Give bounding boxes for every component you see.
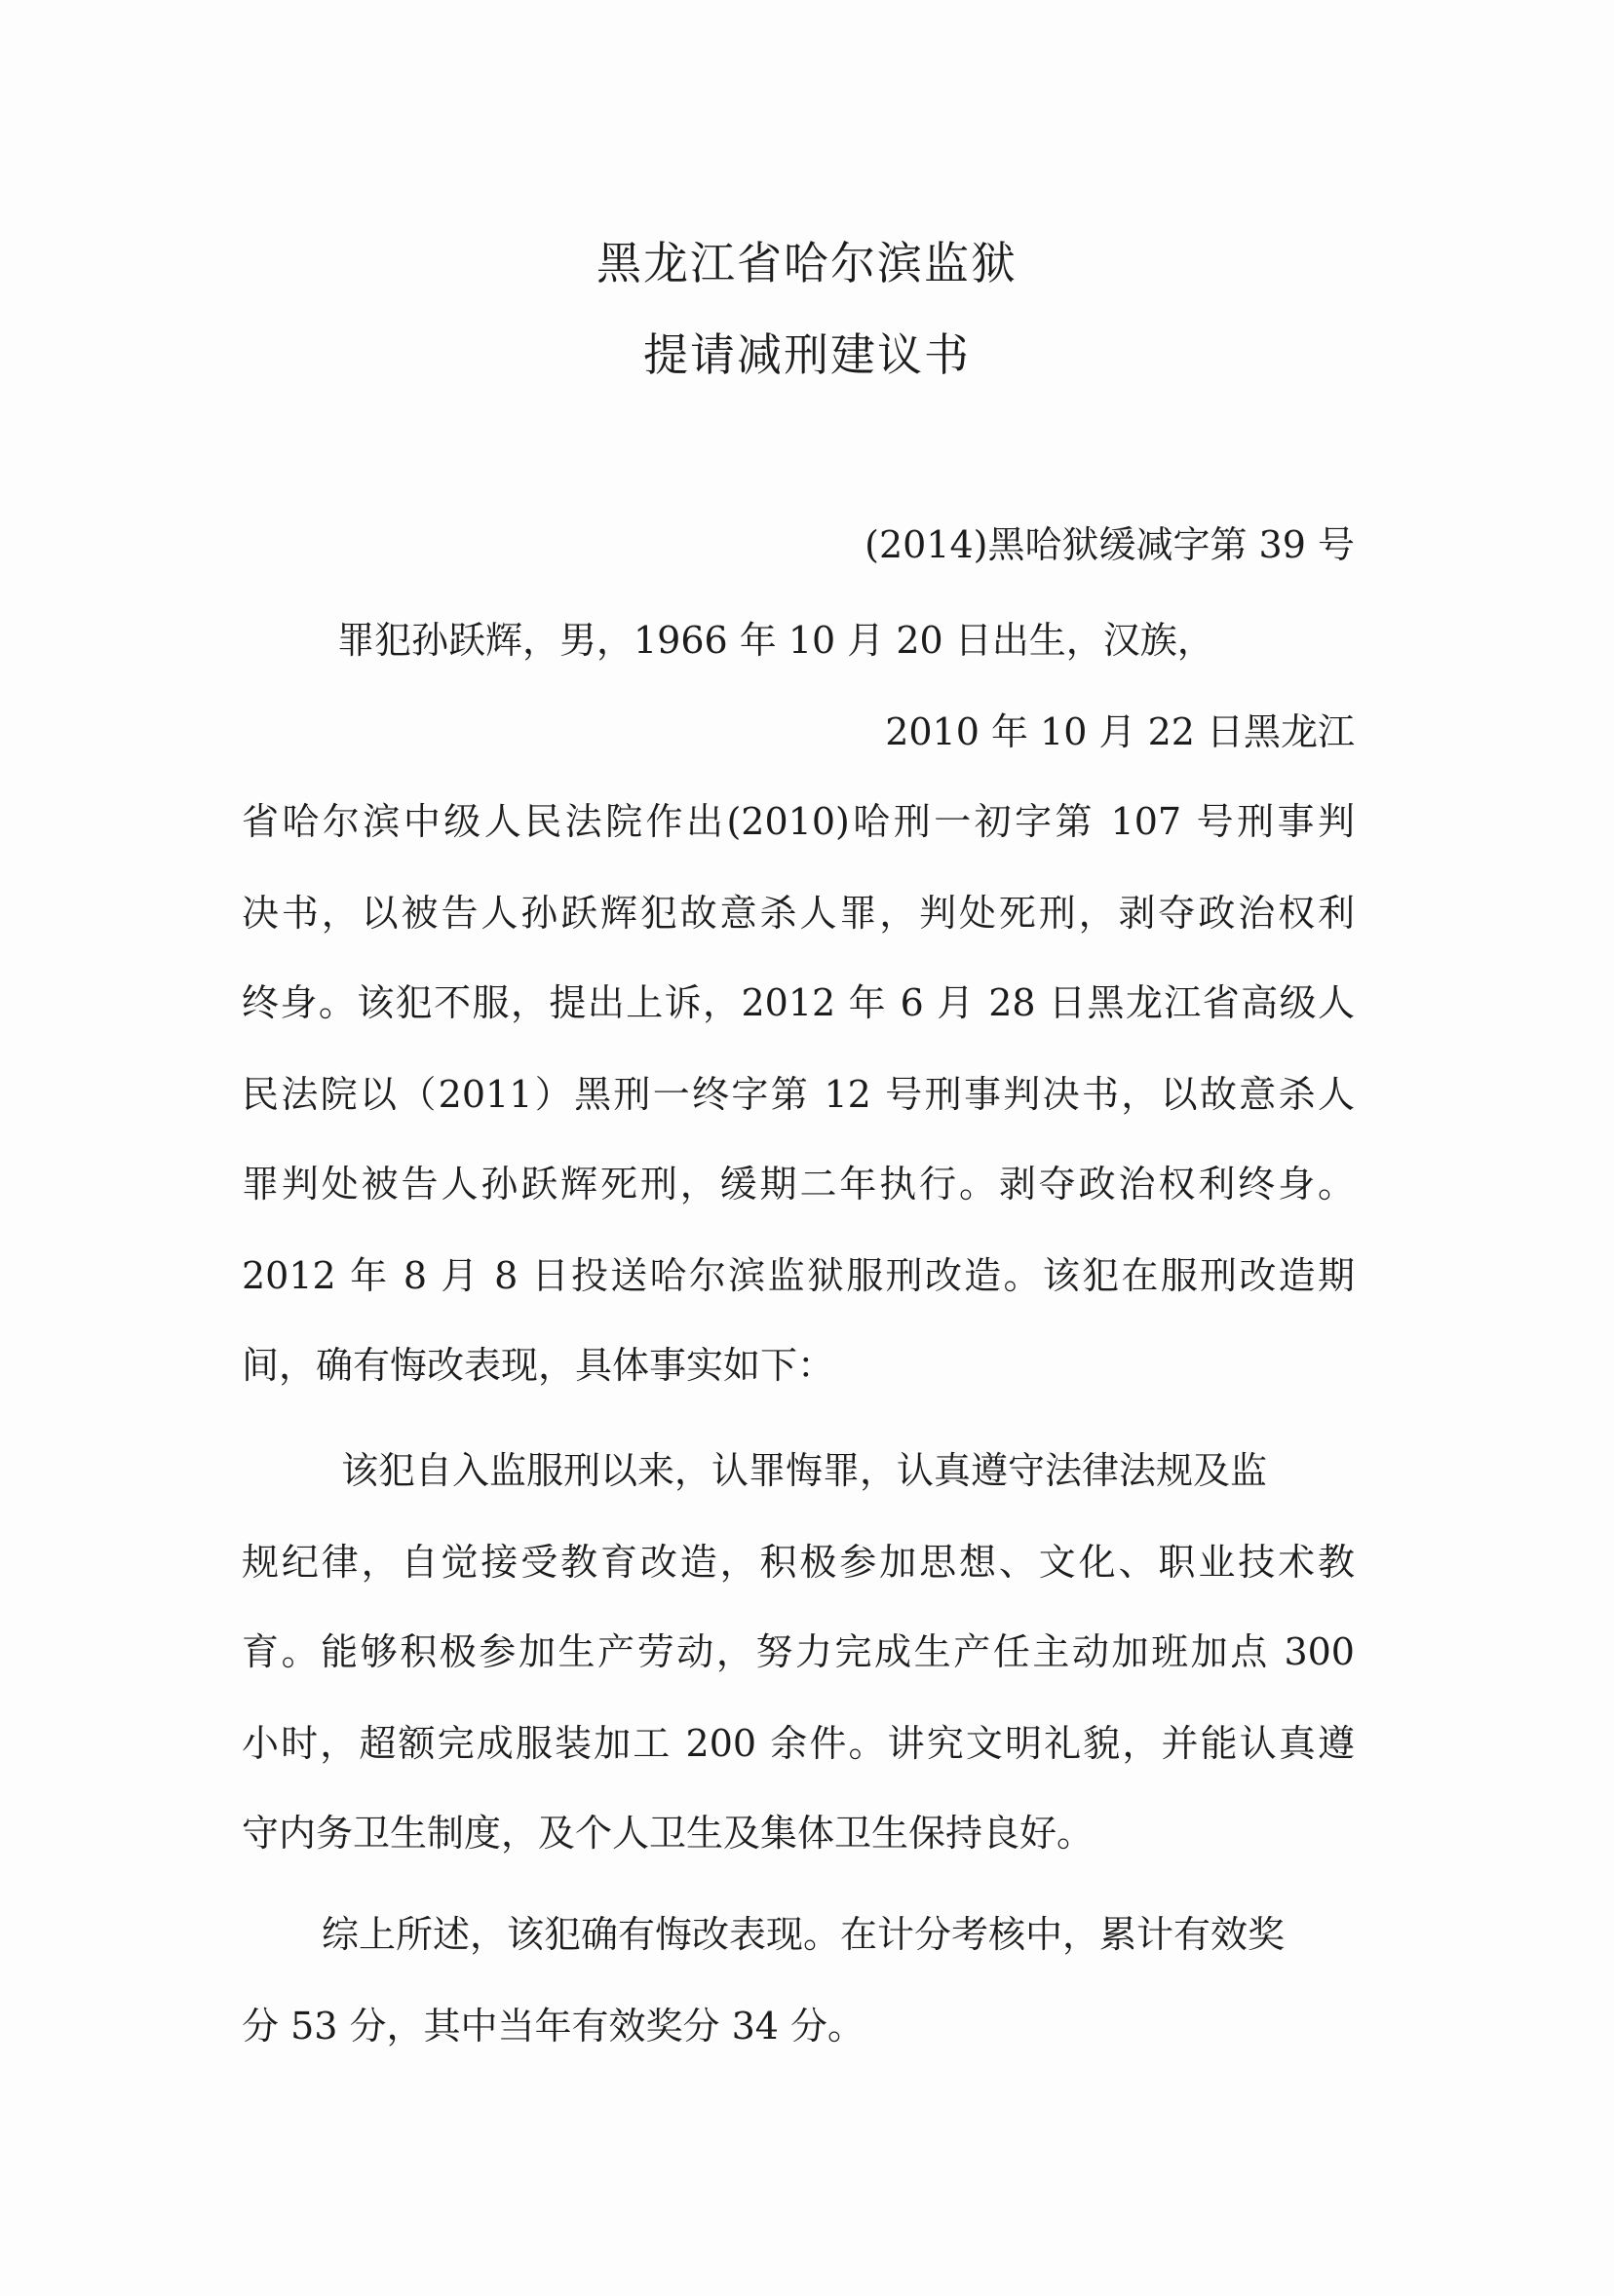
body-line: 罪犯孙跃辉，男，1966 年 10 月 20 日出生，汉族， <box>337 619 1214 662</box>
document-number: (2014)黑哈狱缓减字第 39 号 <box>865 523 1355 566</box>
body-line: 省哈尔滨中级人民法院作出(2010)哈刑一初字第 107 号刑事判 <box>242 800 1355 843</box>
body-line: 终身。该犯不服，提出上诉，2012 年 6 月 28 日黑龙江省高级人 <box>242 981 1355 1024</box>
body-line: 守内务卫生制度，及个人卫生及集体卫生保持良好。 <box>242 1812 1095 1855</box>
body-line: 综上所述，该犯确有悔改表现。在计分考核中，累计有效奖 <box>322 1913 1286 1956</box>
body-line: 间，确有悔改表现，具体事实如下： <box>242 1344 835 1387</box>
body-line: 规纪律，自觉接受教育改造，积极参加思想、文化、职业技术教 <box>242 1541 1355 1584</box>
body-line: 育。能够积极参加生产劳动，努力完成生产任主动加班加点 300 <box>242 1630 1355 1673</box>
body-line: 罪判处被告人孙跃辉死刑，缓期二年执行。剥夺政治权利终身。 <box>242 1163 1355 1205</box>
body-line: 决书，以被告人孙跃辉犯故意杀人罪，判处死刑，剥夺政治权利 <box>242 892 1355 935</box>
body-line: 该犯自入监服刑以来，认罪悔罪，认真遵守法律法规及监 <box>341 1449 1268 1492</box>
body-line: 2012 年 8 月 8 日投送哈尔滨监狱服刑改造。该犯在服刑改造期 <box>242 1254 1355 1297</box>
body-line: 小时，超额完成服装加工 200 余件。讲究文明礼貌，并能认真遵 <box>242 1722 1355 1765</box>
body-line: 分 53 分，其中当年有效奖分 34 分。 <box>242 2005 865 2047</box>
body-line: 民法院以（2011）黑刑一终字第 12 号刑事判决书，以故意杀人 <box>242 1073 1355 1116</box>
document-title-line-1: 黑龙江省哈尔滨监狱 <box>596 237 1018 289</box>
document-title-line-2: 提请减刑建议书 <box>643 328 971 381</box>
body-line: 2010 年 10 月 22 日黑龙江 <box>885 710 1355 753</box>
